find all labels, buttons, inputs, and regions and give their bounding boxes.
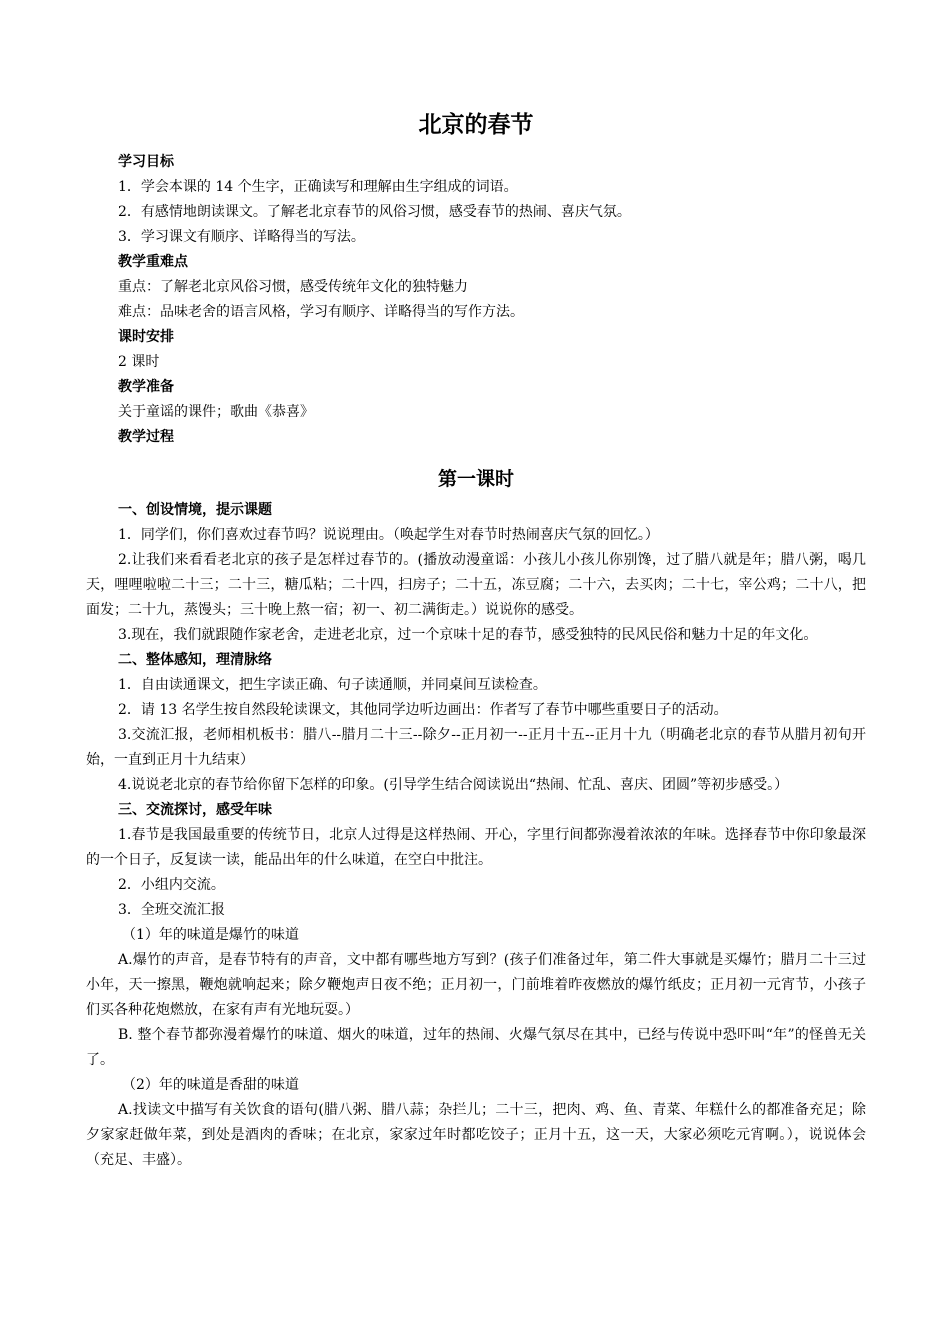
goal-item: 3．学习课文有顺序、详略得当的写法。 [118,229,365,245]
paragraph: 3．全班交流汇报 [118,902,225,918]
paragraph: B. 整个春节都弥漫着爆竹的味道、烟火的味道，过年的热闹、火爆气氛尽在其中，已经与传说中恐吓叫“年”的怪兽无关了。 [86,1027,866,1068]
paragraph: 3.现在，我们就跟随作家老舍，走进老北京，过一个京味十足的春节，感受独特的民风民俗和魅力十足的年文化。 [118,627,818,643]
prep-heading: 教学准备 [118,379,174,395]
paragraph: 3.交流汇报，老师相机板书：腊八--腊月二十三--除夕--正月初一--正月十五--正月十九（明确老北京的春节从腊月初旬开始，一直到正月十九结束） [86,727,866,768]
paragraph: 1．同学们，你们喜欢过春节吗？说说理由。（唤起学生对春节时热闹喜庆气氛的回忆。） [118,527,659,543]
part3-heading: 三、交流探讨，感受年味 [118,802,272,818]
focus-difficult: 难点：品味老舍的语言风格，学习有顺序、详略得当的写作方法。 [118,304,524,320]
paragraph: A.爆竹的声音，是春节特有的声音，文中都有哪些地方写到？(孩子们准备过年，第二件大事就是买爆竹；腊月二十三过小年，天一擦黑，鞭炮就响起来；除夕鞭炮声日夜不绝；正月初一，门前堆着昨夜燃放的爆竹纸皮；正月初一元宵节，小孩子们买各种花炮燃放，在家有声有光地玩耍。） [86,952,866,1018]
focus-heading: 教学重难点 [118,254,188,270]
paragraph: A.找读文中描写有关饮食的语句(腊八粥、腊八蒜；杂拦儿；二十三，把肉、鸡、鱼、青菜、年糕什么的都准备充足；除夕家家赶做年菜，到处是酒肉的香味；在北京，家家过年时都吃饺子；正月十五，这一天，大家必须吃元宵啊。），说说体会（充足、丰盛）。 [86,1102,866,1168]
paragraph: 1．自由读通课文，把生字读正确、句子读通顺，并同桌间互读检查。 [118,677,547,693]
prep-text: 关于童谣的课件；歌曲《恭喜》 [118,404,314,420]
paragraph: 4.说说老北京的春节给你留下怎样的印象。(引导学生结合阅读说出“热闹、忙乱、喜庆、团圆”等初步感受。） [118,777,789,793]
goal-item: 1．学会本课的 14 个生字，正确读写和理解由生字组成的词语。 [118,179,518,195]
document-page [86,108,866,1173]
process-heading: 教学过程 [118,429,174,445]
subheading: （1）年的味道是爆竹的味道 [122,927,299,943]
part2-heading: 二、整体感知，理清脉络 [118,652,272,668]
part1-heading: 一、创设情境，提示课题 [118,502,272,518]
focus-key: 重点：了解老北京风俗习惯，感受传统年文化的独特魅力 [118,279,468,295]
paragraph: 2．请 13 名学生按自然段轮读课文，其他同学边听边画出：作者写了春节中哪些重要日子的活动。 [118,702,728,718]
subheading: （2）年的味道是香甜的味道 [122,1077,299,1093]
schedule-text: 2 课时 [118,354,160,370]
lesson1-title: 第一课时 [437,468,514,490]
paragraph: 2．小组内交流。 [118,877,225,893]
paragraph: 1.春节是我国最重要的传统节日，北京人过得是这样热闹、开心，字里行间都弥漫着浓浓的年味。选择春节中你印象最深的一个日子，反复读一读，能品出年的什么味道，在空白中批注。 [86,827,866,868]
document-title: 北京的春节 [418,112,534,138]
goals-heading: 学习目标 [118,154,174,170]
goal-item: 2．有感情地朗读课文。了解老北京春节的风俗习惯，感受春节的热闹、喜庆气氛。 [118,204,631,220]
paragraph: 2.让我们来看看老北京的孩子是怎样过春节的。(播放动漫童谣：小孩儿小孩儿你别馋，过了腊八就是年；腊八粥，喝几天，哩哩啦啦二十三；二十三，糖瓜粘；二十四，扫房子；二十五，冻豆腐；二十六，去买肉；二十七，宰公鸡；二十八，把面发；二十九，蒸馒头；三十晚上熬一宿；初一、初二满街走。）说说你的感受。 [86,552,866,618]
schedule-heading: 课时安排 [118,329,174,345]
